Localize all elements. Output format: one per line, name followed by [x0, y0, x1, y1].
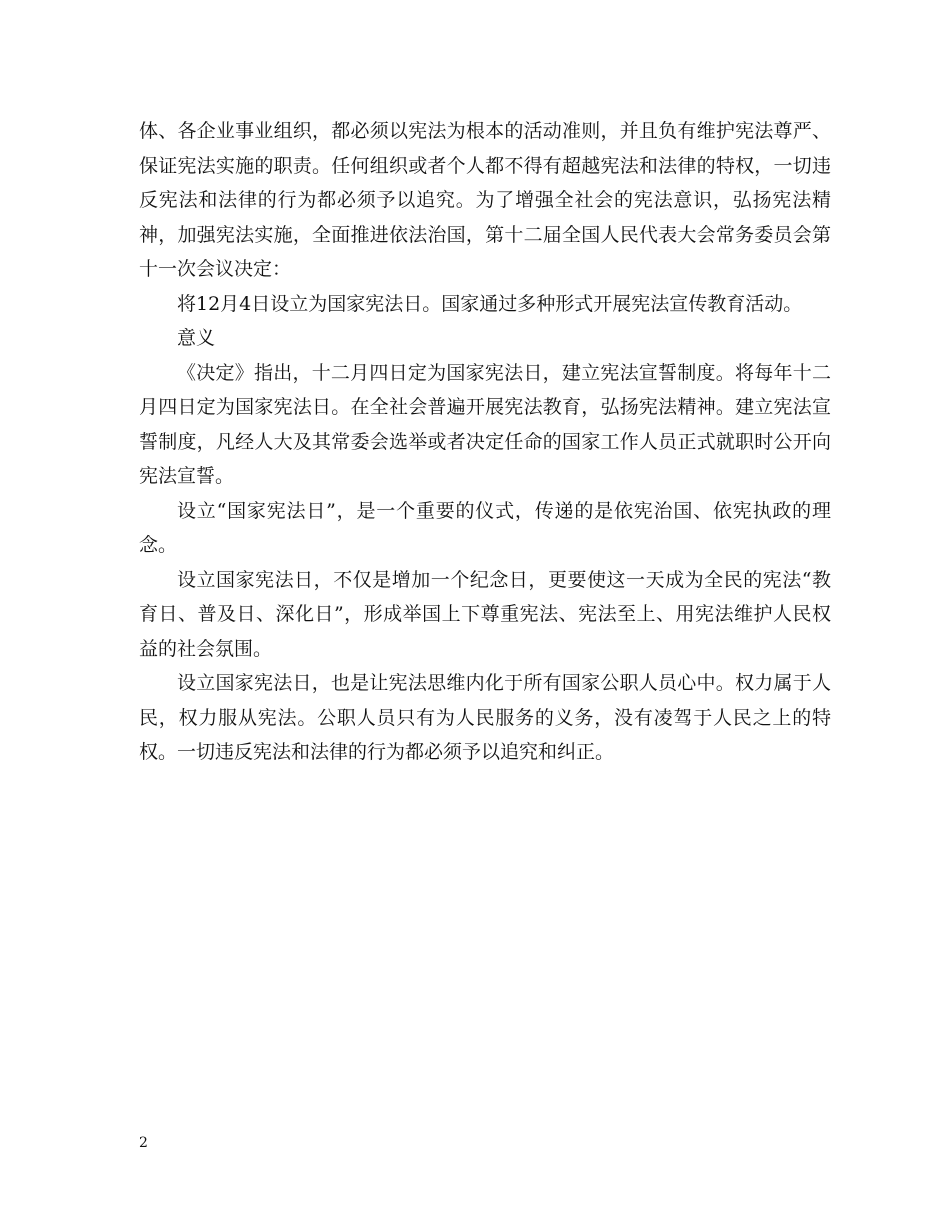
- paragraph-continuation: 体、各企业事业组织，都必须以宪法为根本的活动准则，并且负有维护宪法尊严、保证宪法实施的职责。任何组织或者个人都不得有超越宪法和法律的特权，一切违反宪法和法律的行为都必须予以追究。为了增强全社会的宪法意识，弘扬宪法精神，加强宪法实施，全面推进依法治国，第十二届全国人民代表大会常务委员会第十一次会议决定：: [139, 120, 831, 280]
- document-body: [139, 114, 831, 770]
- paragraph-ritual: 设立“国家宪法日”，是一个重要的仪式，传递的是依宪治国、依宪执政的理念。: [139, 499, 831, 556]
- paragraph-public-officials: 设立国家宪法日，也是让宪法思维内化于所有国家公职人员心中。权力属于人民，权力服从宪法。公职人员只有为人民服务的义务，没有凌驾于人民之上的特权。一切违反宪法和法律的行为都必须予以追究和纠正。: [139, 672, 831, 763]
- paragraph-decision: 将12月4日设立为国家宪法日。国家通过多种形式开展宪法宣传教育活动。: [177, 292, 803, 315]
- section-heading-significance: 意义: [177, 327, 216, 349]
- page-number: 2: [139, 1135, 148, 1151]
- paragraph-significance: 《决定》指出，十二月四日定为国家宪法日，建立宪法宣誓制度。将每年十二月四日定为国家宪法日。在全社会普遍开展宪法教育，弘扬宪法精神。建立宪法宣誓制度，凡经人大及其常委会选举或者决定任命的国家工作人员正式就职时公开向宪法宣誓。: [139, 361, 831, 487]
- paragraph-education-day: 设立国家宪法日，不仅是增加一个纪念日，更要使这一天成为全民的宪法“教育日、普及日、深化日”，形成举国上下尊重宪法、宪法至上、用宪法维护人民权益的社会氛围。: [139, 568, 831, 660]
